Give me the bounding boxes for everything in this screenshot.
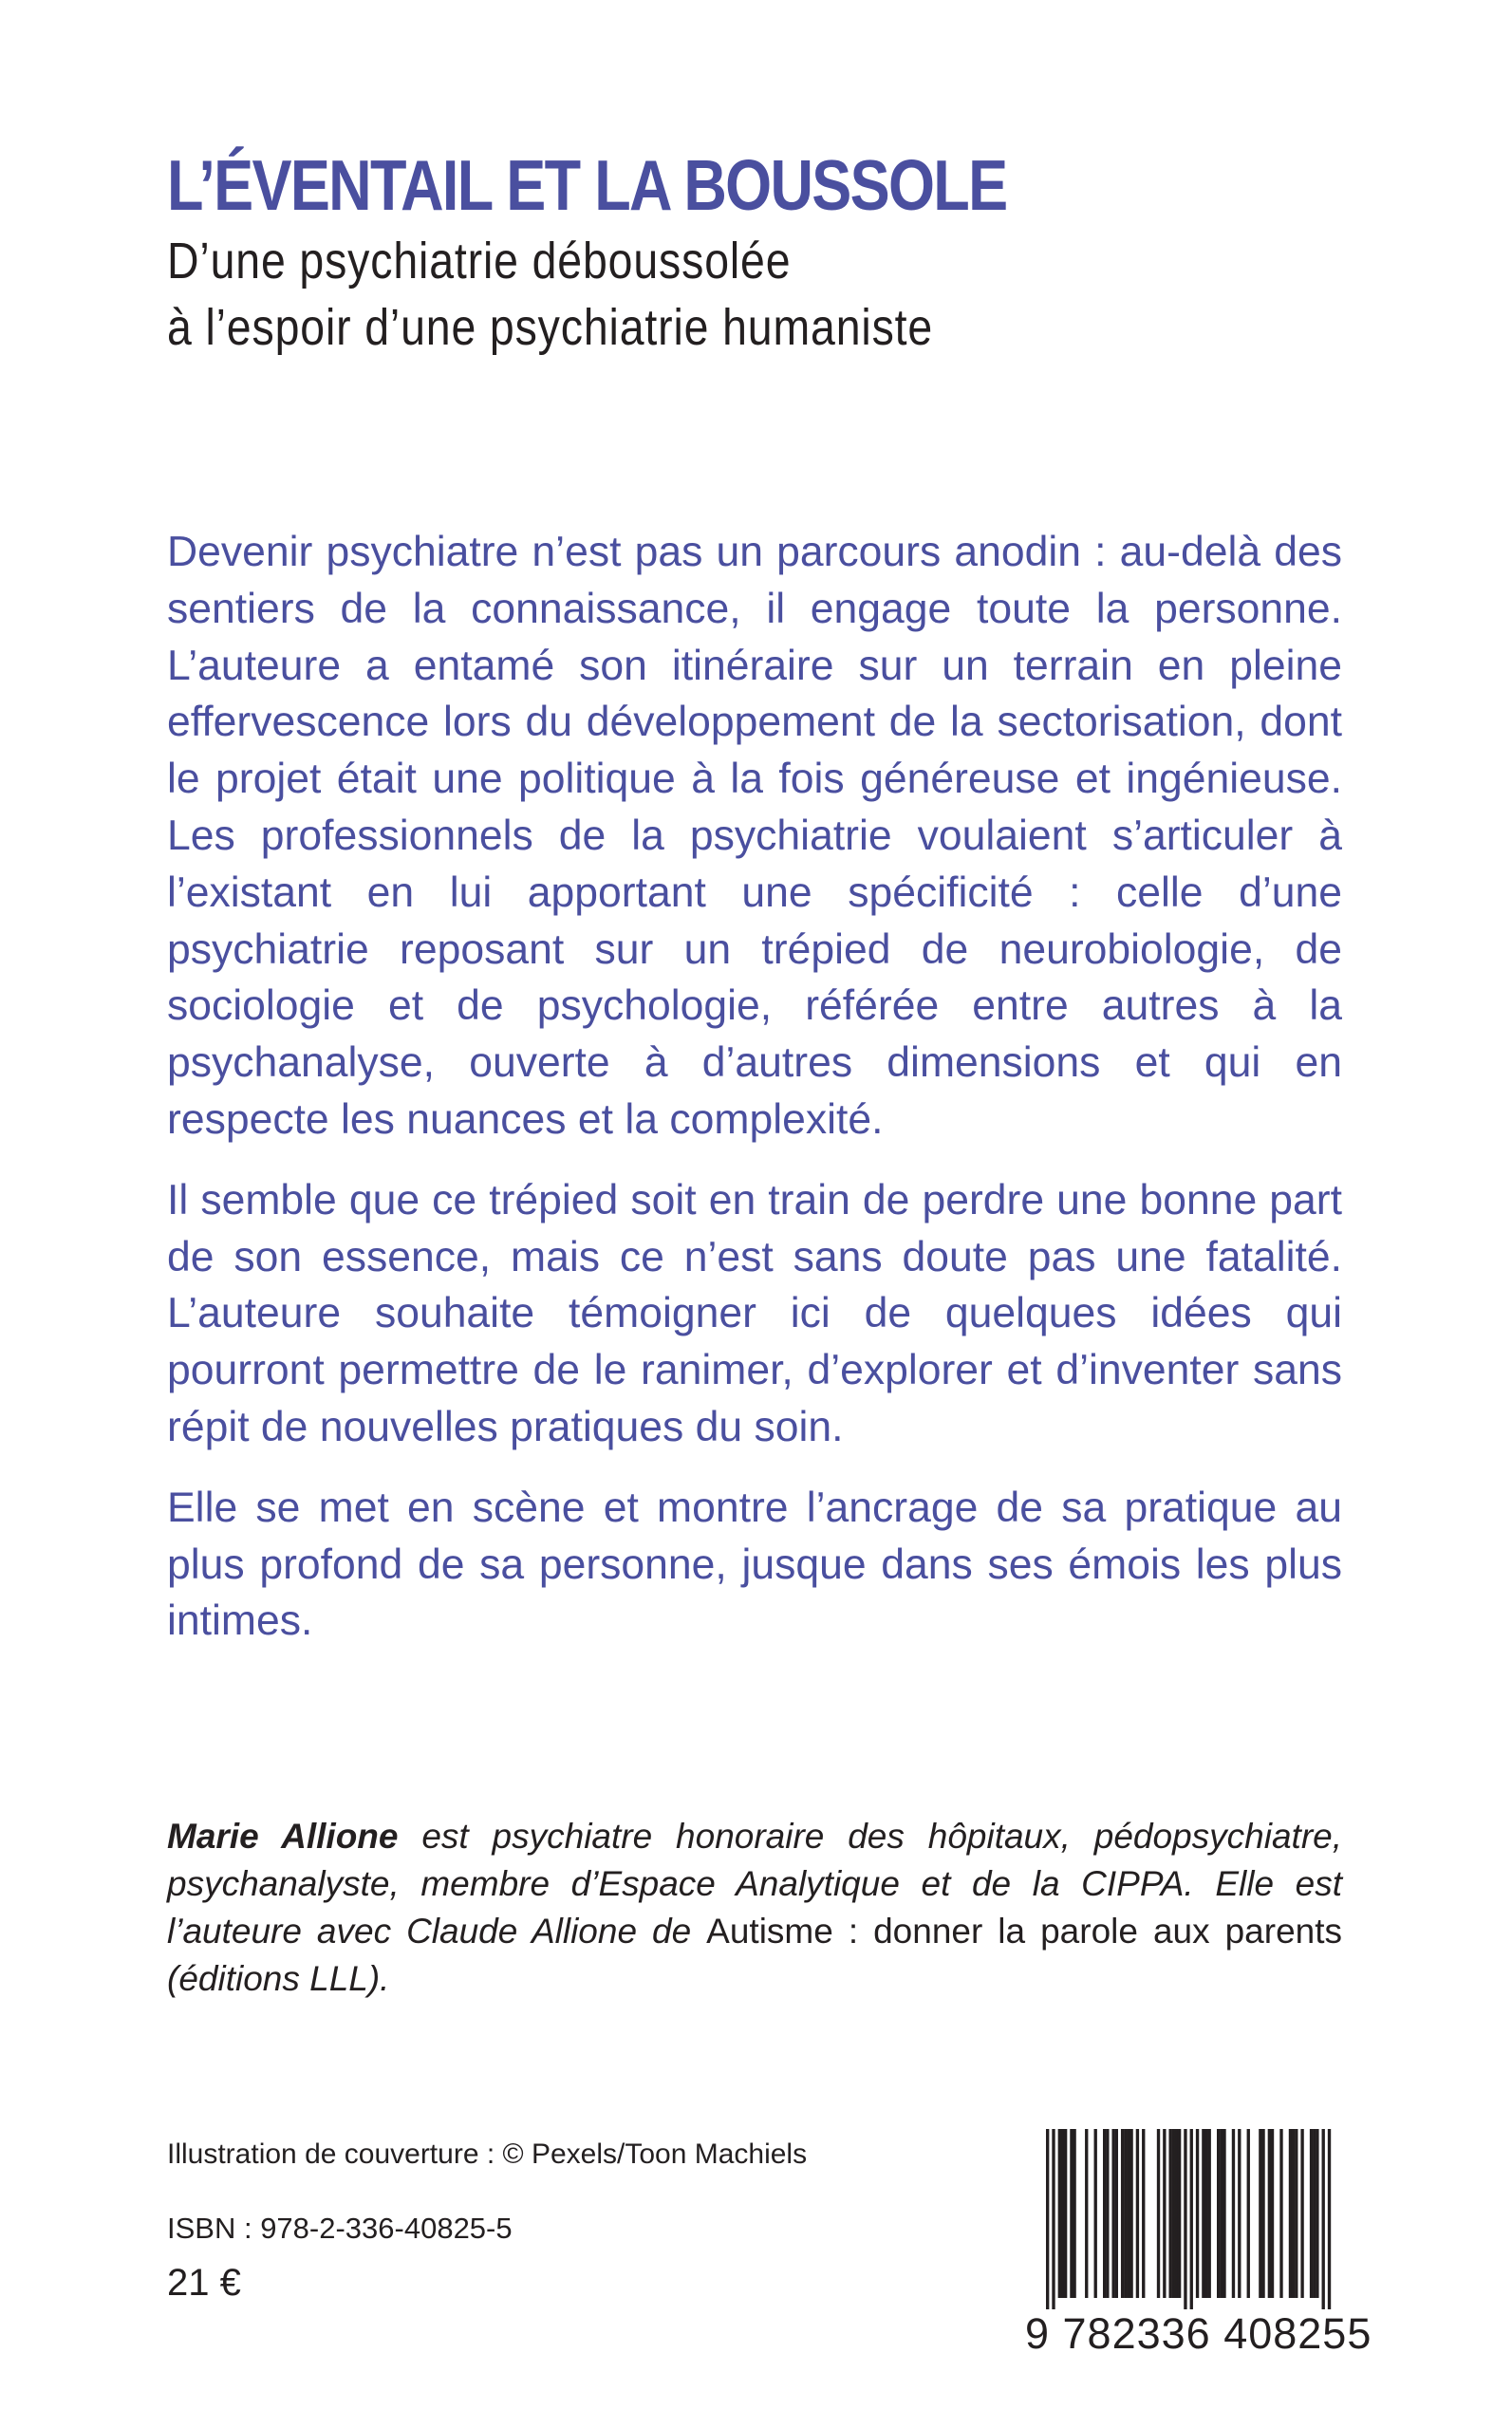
blurb-paragraph-2: Il semble que ce trépied soit en train de perdre une bonne part de son essence, mais ce n’est sans doute pas une fatalité. L’auteure souhaite témoigner ici de quelques idées qui pourront permettre de le ranimer, d’explorer et d’inventer sans répit de nouvelles pratiques du soin. [167,1176,1342,1450]
barcode-bar [1085,2129,1088,2298]
back-cover-blurb [167,524,1342,1673]
barcode-bar [1178,2129,1181,2298]
author-bio [167,1813,1342,2003]
barcode-bar [1163,2129,1166,2298]
isbn-number: ISBN : 978-2-336-40825-5 [167,2212,513,2245]
barcode-bar [1247,2129,1250,2298]
barcode-bar [1289,2129,1292,2298]
price-label: 21 € [167,2262,241,2304]
author-bio-text-1: est psychiatre honoraire des hôpitaux, pédopsychiatre, psychanalyste, membre d’Espace Analytique et de la CIPPA. Elle est l’auteure avec Claude Allione de [167,1817,1342,1951]
barcode-bar [1259,2129,1261,2298]
barcode-bar [1142,2129,1145,2298]
barcode-bar [1129,2129,1132,2298]
barcode-bar [1202,2129,1204,2298]
barcode-bar [1238,2129,1241,2298]
book-title: L’ÉVENTAIL ET LA BOUSSOLE [167,145,1007,225]
barcode-bar [1328,2129,1331,2309]
barcode-bar [1052,2129,1055,2309]
barcode-bar [1184,2129,1186,2309]
blurb-paragraph-1: Devenir psychiatre n’est pas un parcours anodin : au-delà des sentiers de la connaissance, il engage toute la personne. L’auteure a entamé son itinéraire sur un terrain en pleine effervescence lors du développement de la sectorisation, dont le projet était une politique à la fois généreuse et ingénieuse. Les professionnels de la psychiatrie voulaient s’articuler à l’existant en lui apportant une spécificité : celle d’une psychiatrie reposant sur un trépied de neurobiologie, de sociologie et de psychologie, référée entre autres à la psychanalyse, ouverte à d’autres dimensions et qui en respecte les nuances et la complexité. [167,529,1342,1143]
barcode-bar [1268,2129,1271,2298]
barcode-bar [1295,2129,1297,2298]
barcode-bar [1073,2129,1075,2298]
barcode-bar [1190,2129,1193,2309]
barcode-bar [1217,2129,1220,2298]
author-name: Marie Allione [167,1817,399,1856]
barcode-bar [1204,2129,1207,2298]
barcode-bar [1172,2129,1175,2298]
barcode-bar [1127,2129,1129,2298]
barcode-bar [1106,2129,1109,2298]
barcode-bar [1310,2129,1313,2298]
barcode-bar [1175,2129,1178,2298]
barcode-bar [1168,2129,1171,2298]
barcode-bar [1157,2129,1160,2298]
barcode-bar [1220,2129,1223,2298]
barcode-digits: 9 782336 408255 [1025,2309,1372,2358]
barcode-bar [1300,2129,1303,2298]
barcode-bar [1313,2129,1316,2298]
barcode-bar [1115,2129,1118,2298]
barcode-bar [1223,2129,1225,2298]
barcode-bar [1094,2129,1097,2298]
barcode-bar [1322,2129,1325,2309]
barcode-bar [1064,2129,1067,2298]
barcode-bar [1103,2129,1106,2298]
isbn-barcode [1025,2129,1372,2361]
subtitle-line-2: à l’espoir d’une psychiatrie humaniste [167,299,934,356]
previous-book-title: Autisme : donner la parole aux parents [706,1912,1342,1951]
barcode-bar [1070,2129,1073,2298]
barcode-bar [1292,2129,1295,2298]
barcode-bar [1121,2129,1124,2298]
ean13-barcode-icon [1025,2129,1348,2309]
barcode-bar [1111,2129,1114,2298]
barcode-bar [1124,2129,1127,2298]
barcode-bar [1232,2129,1235,2298]
barcode-bar [1316,2129,1318,2298]
barcode-bar [1208,2129,1211,2298]
barcode-bar [1061,2129,1064,2298]
barcode-bar [1271,2129,1274,2298]
barcode-bar [1058,2129,1061,2298]
cover-illustration-credit: Illustration de couverture : © Pexels/Toon Machiels [167,2138,808,2170]
author-bio-text-2: (éditions LLL). [167,1959,390,1998]
barcode-bar [1261,2129,1264,2298]
blurb-paragraph-3: Elle se met en scène et montre l’ancrage de sa pratique au plus profond de sa personne, jusque dans ses émois les plus intimes. [167,1484,1342,1645]
barcode-bar [1196,2129,1199,2298]
barcode-bar [1136,2129,1139,2298]
book-subtitle [167,228,1187,361]
subtitle-line-1: D’une psychiatrie déboussolée [167,233,792,289]
barcode-bar [1046,2129,1049,2309]
barcode-bar [1279,2129,1282,2298]
